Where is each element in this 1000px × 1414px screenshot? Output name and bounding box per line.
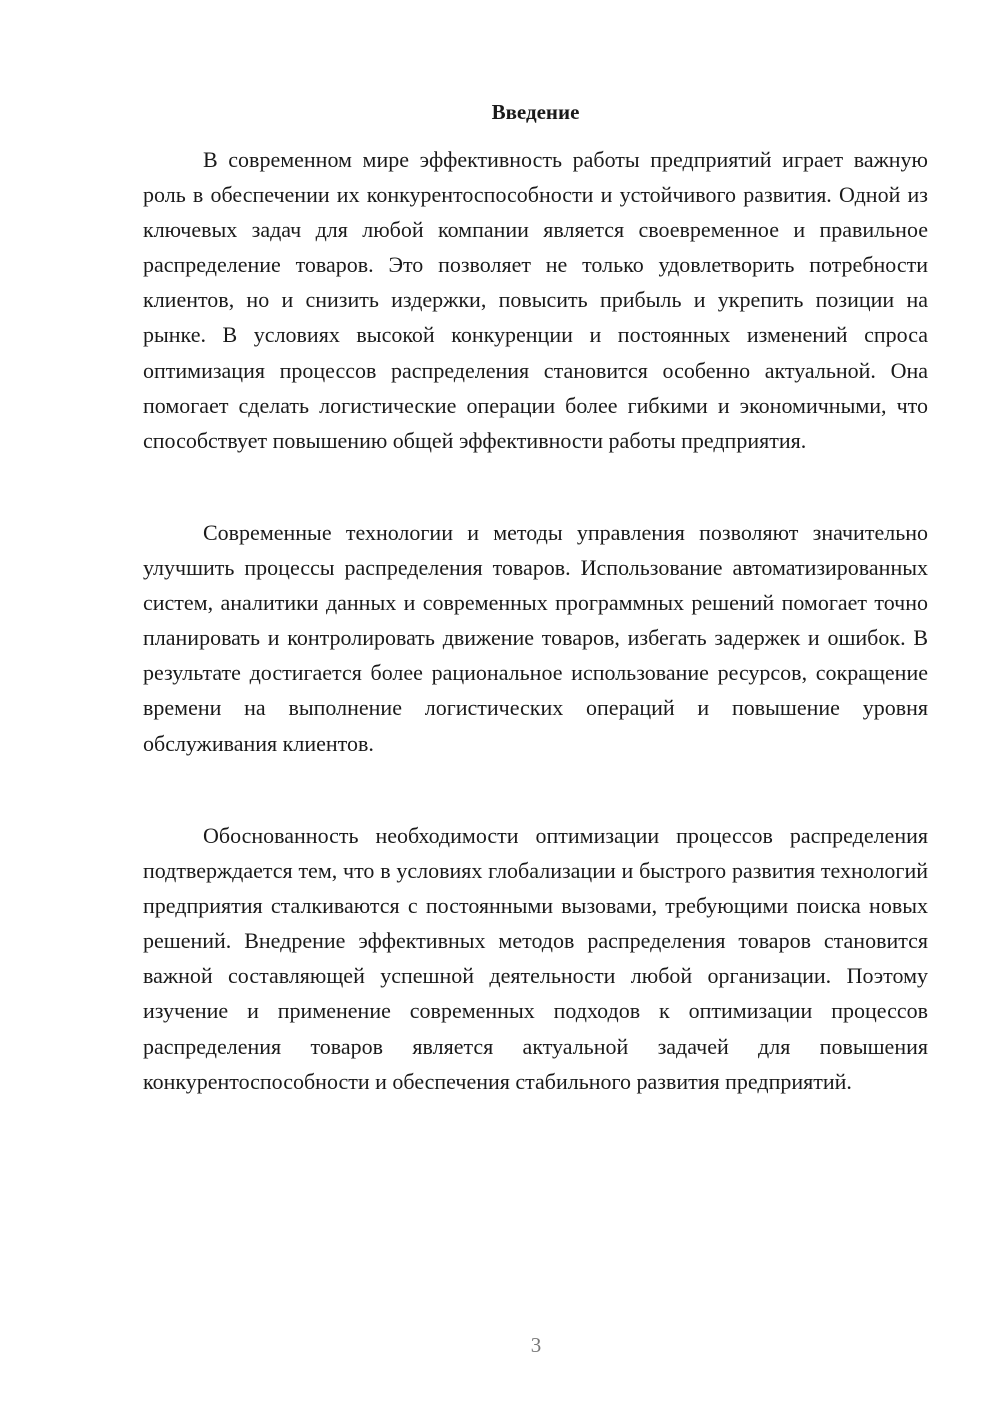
paragraph-3: Обоснованность необходимости оптимизации процессов распределения подтверждается тем, что в условиях глобализации и быстрого развития технологий предприятия сталкиваются с постоянными вызовами, требующими поиска новых решений. Внедрение эффективных методов распределения товаров становится важной составляющей успешной деятельности любой организации. Поэтому изучение и применение современных подходов к оптимизации процессов распределения товаров является актуальной задачей для повышения конкурентоспособности и обеспечения стабильного развития предприятий. [143, 823, 928, 1094]
paragraph-2: Современные технологии и методы управления позволяют значительно улучшить процессы распределения товаров. Использование автоматизированных систем, аналитики данных и современных программных решений помогает точно планировать и контролировать движение товаров, избегать задержек и ошибок. В результате достигается более рациональное использование ресурсов, сокращение времени на выполнение логистических операций и повышение уровня обслуживания клиентов. [143, 520, 928, 756]
section-heading: Введение [491, 100, 580, 124]
paragraph-1: В современном мире эффективность работы предприятий играет важную роль в обеспечении их конкурентоспособности и устойчивого развития. Одной из ключевых задач для любой компании является своевременное и правильное распределение товаров. Это позволяет не только удовлетворить потребности клиентов, но и снизить издержки, повысить прибыль и укрепить позиции на рынке. В условиях высокой конкуренции и постоянных изменений спроса оптимизация процессов распределения становится особенно актуальной. Она помогает сделать логистические операции более гибкими и экономичными, что способствует повышению общей эффективности работы предприятия. [143, 147, 928, 453]
page-number: 3 [530, 1333, 542, 1357]
